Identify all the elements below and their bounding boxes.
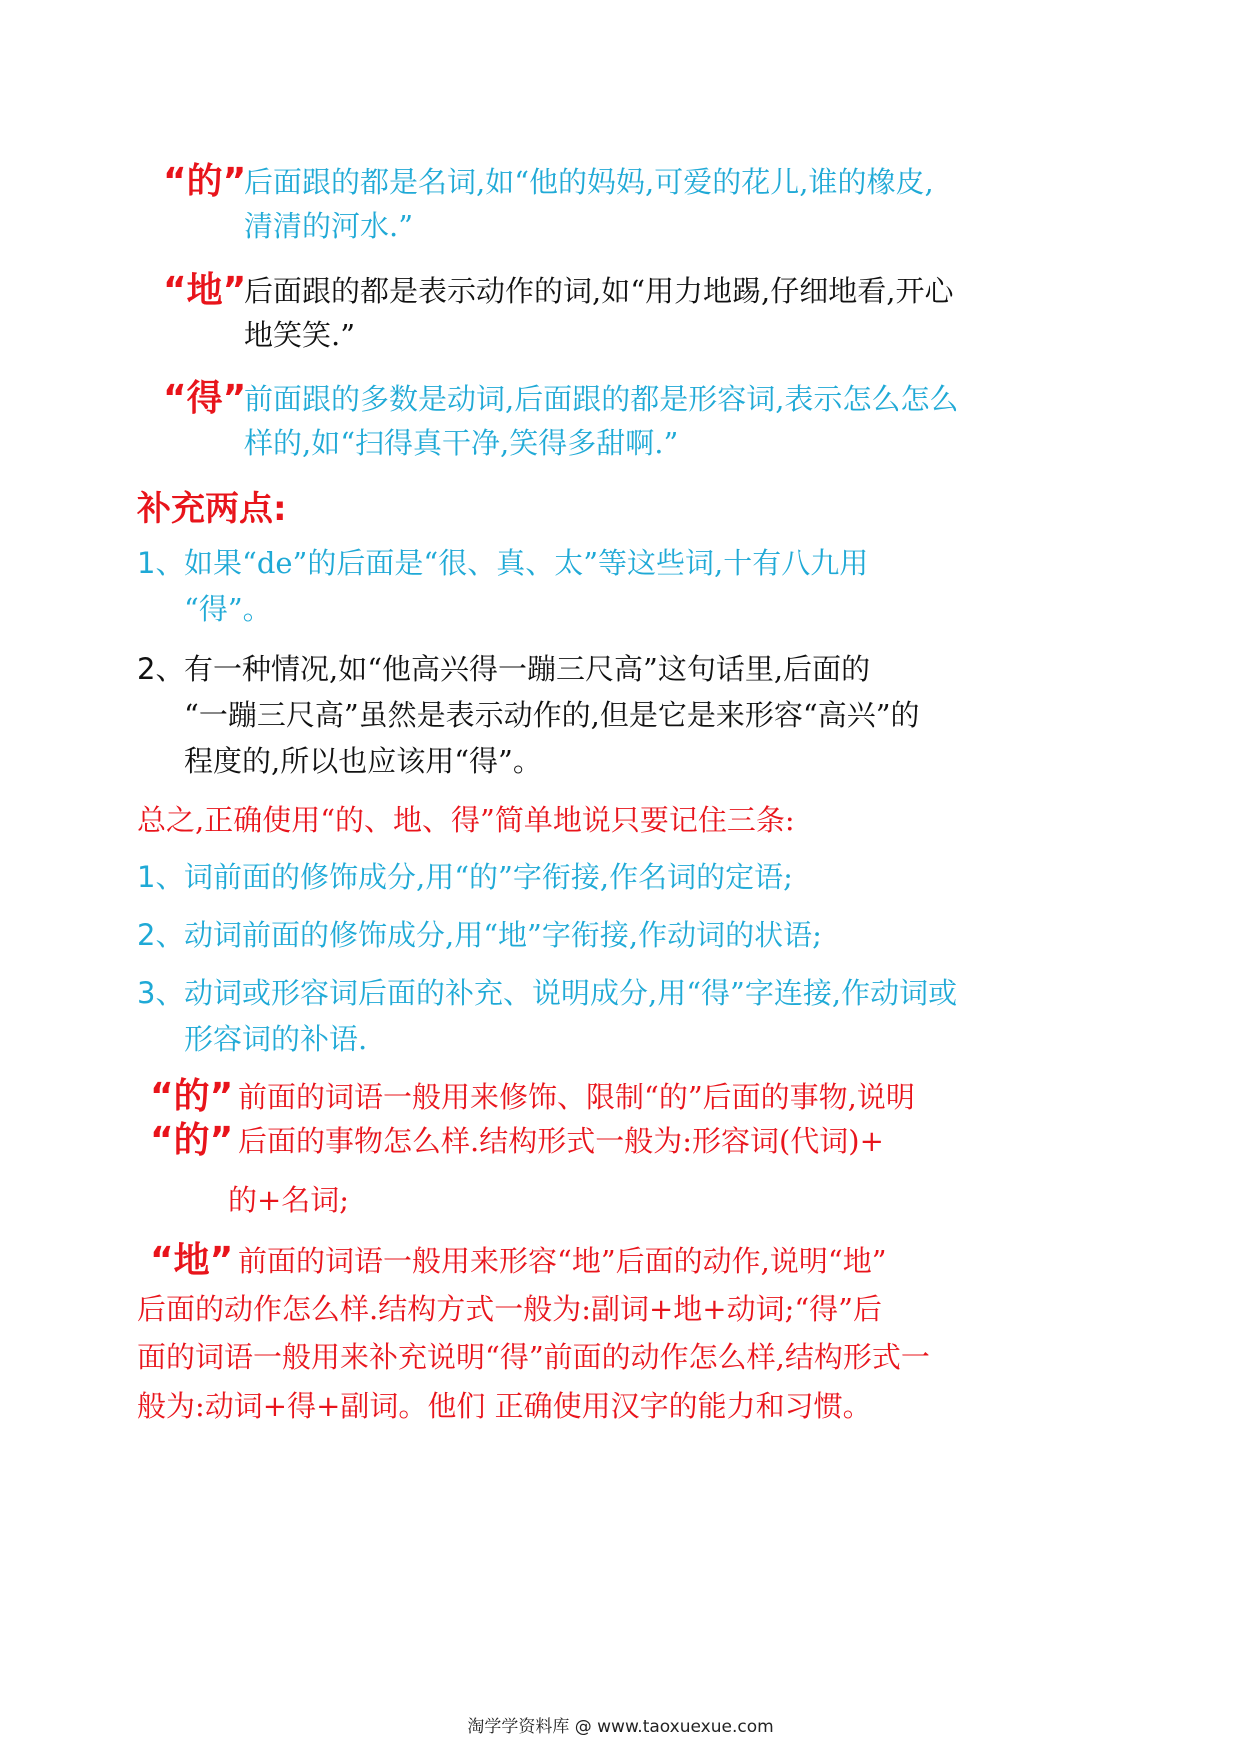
structure-di-line-1: 前面的词语一般用来形容“地”后面的动作,说明“地” <box>238 1244 887 1278</box>
keyword-dei: “得” <box>163 378 247 419</box>
summary-heading: 总之,正确使用“的、地、得”简单地说只要记住三条: <box>137 803 795 837</box>
supplement-item-1-line-1: 如果“de”的后面是“很、真、太”等这些词,十有八九用 <box>184 546 869 580</box>
structure-de-line-1: 前面的词语一般用来修饰、限制“的”后面的事物,说明 <box>238 1080 915 1114</box>
supplement-item-2-line-1: 有一种情况,如“他高兴得一蹦三尺高”这句话里,后面的 <box>184 652 871 686</box>
definition-dei-line-2: 样的,如“扫得真干净,笑得多甜啊.” <box>244 426 679 460</box>
definition-de-line-1: 后面跟的都是名词,如“他的妈妈,可爱的花儿,谁的橡皮, <box>244 165 934 199</box>
definition-de-line-2: 清清的河水.” <box>244 209 414 243</box>
rule-3-line-2: 形容词的补语. <box>184 1022 368 1056</box>
rule-2-line-1: 动词前面的修饰成分,用“地”字衔接,作动词的状语; <box>184 918 822 952</box>
footer-watermark: 淘学学资料库 @ www.taoxuexue.com <box>467 1717 774 1737</box>
structure-de-line-3: 的+名词; <box>228 1183 350 1217</box>
definition-dei-line-1: 前面跟的多数是动词,后面跟的都是形容词,表示怎么怎么 <box>244 382 959 416</box>
structure-keyword-di: “地” <box>150 1240 234 1281</box>
rule-1-number: 1、 <box>137 860 185 894</box>
structure-keyword-de-2: “的” <box>150 1120 234 1161</box>
rule-2-number: 2、 <box>137 918 185 952</box>
definition-di-line-1: 后面跟的都是表示动作的词,如“用力地踢,仔细地看,开心 <box>244 274 954 308</box>
keyword-di: “地” <box>163 270 247 311</box>
supplement-item-1-line-2: “得”。 <box>184 592 272 626</box>
supplement-item-2-line-2: “一蹦三尺高”虽然是表示动作的,但是它是来形容“高兴”的 <box>184 698 920 732</box>
rule-1-line-1: 词前面的修饰成分,用“的”字衔接,作名词的定语; <box>184 860 793 894</box>
structure-line-4: 般为:动词+得+副词。他们 正确使用汉字的能力和习惯。 <box>137 1389 872 1423</box>
supplement-heading: 补充两点: <box>137 489 287 529</box>
rule-3-number: 3、 <box>137 976 185 1010</box>
supplement-item-2-number: 2、 <box>137 652 185 686</box>
definition-di-line-2: 地笑笑.” <box>244 318 356 352</box>
rule-3-line-1: 动词或形容词后面的补充、说明成分,用“得”字连接,作动词或 <box>184 976 958 1010</box>
structure-line-3: 面的词语一般用来补充说明“得”前面的动作怎么样,结构形式一 <box>137 1340 930 1374</box>
keyword-de: “的” <box>163 161 247 202</box>
supplement-item-2-line-3: 程度的,所以也应该用“得”。 <box>184 744 542 778</box>
structure-line-2: 后面的动作怎么样.结构方式一般为:副词+地+动词;“得”后 <box>137 1292 883 1326</box>
supplement-item-1-number: 1、 <box>137 546 185 580</box>
structure-de-line-2: 后面的事物怎么样.结构形式一般为:形容词(代词)+ <box>238 1124 884 1158</box>
structure-keyword-de-1: “的” <box>150 1076 234 1117</box>
